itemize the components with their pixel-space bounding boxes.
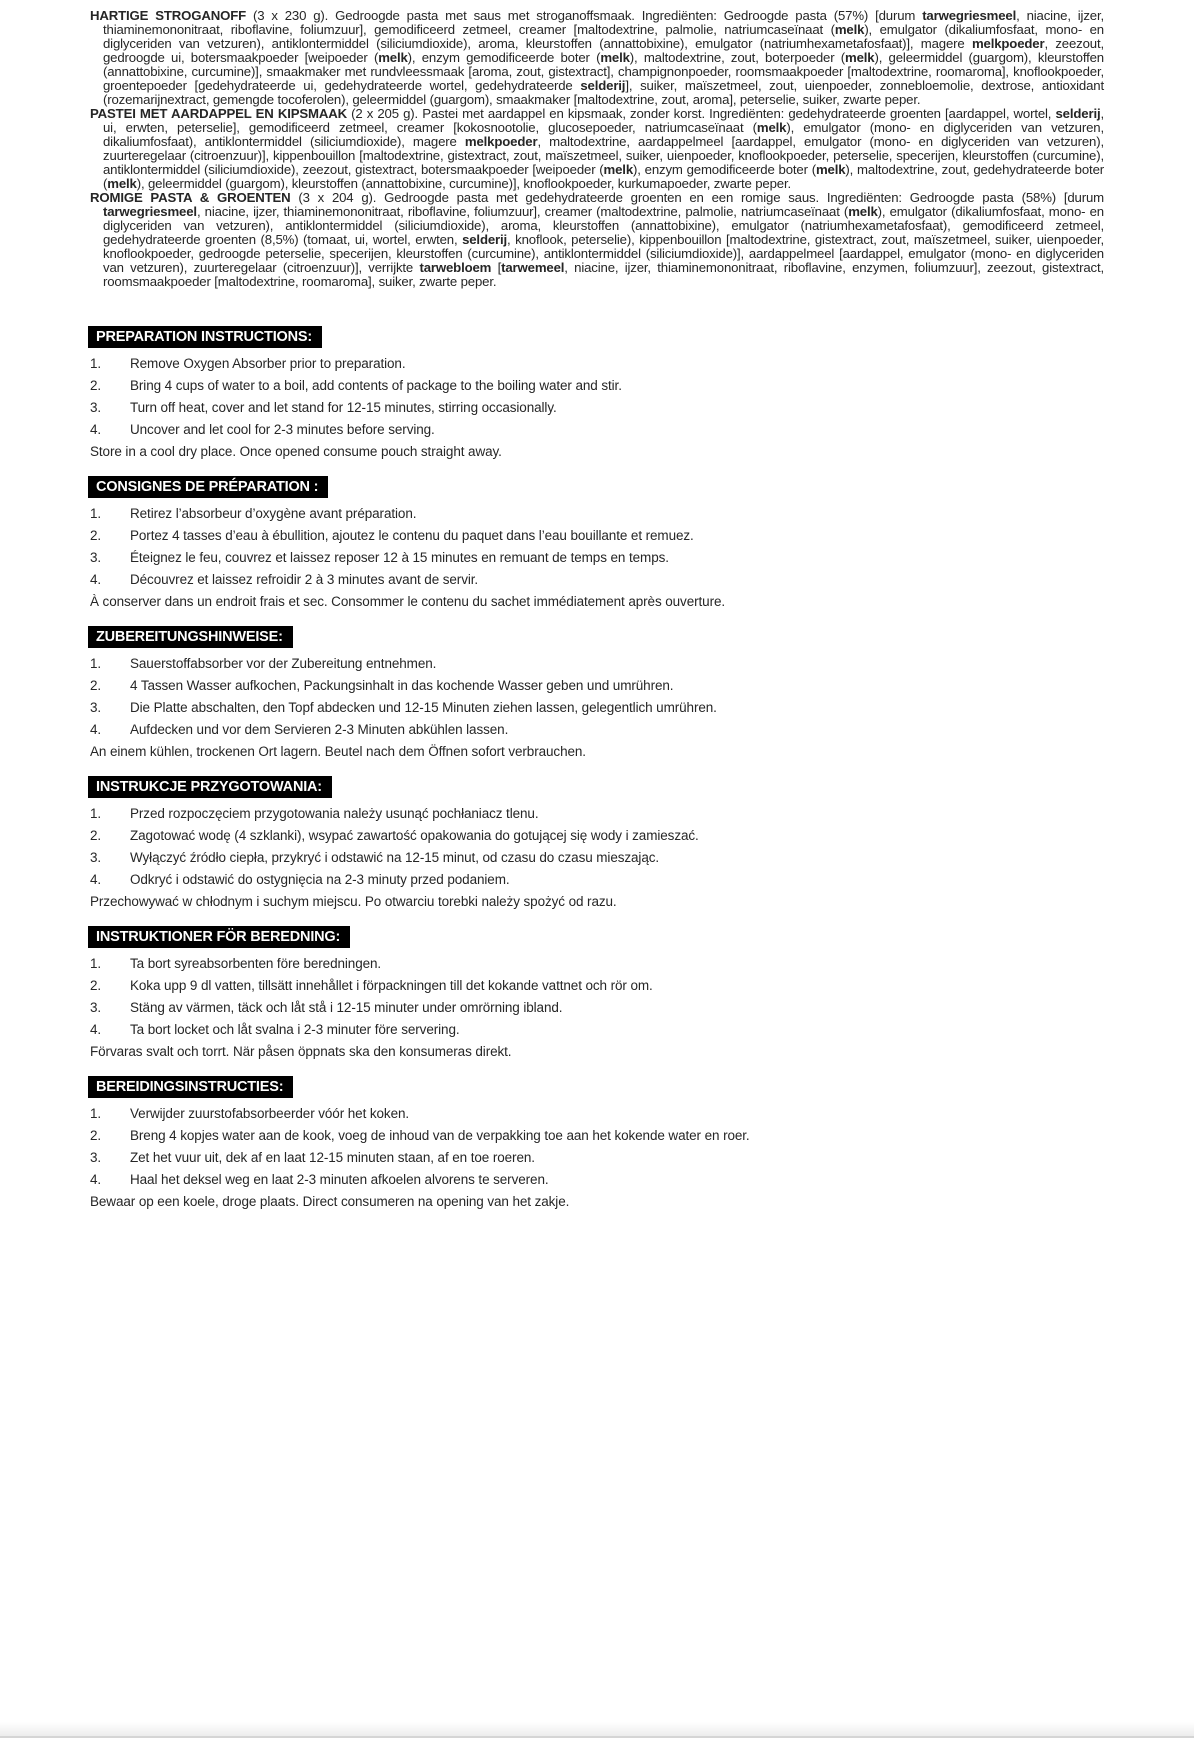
step-number: 4. (90, 722, 102, 737)
step-text: Remove Oxygen Absorber prior to preparation. (130, 356, 406, 371)
step-number: 3. (90, 400, 102, 415)
ingredient-text: [ (491, 260, 502, 275)
allergen-bold-text: PASTEI MET AARDAPPEL EN KIPSMAAK (90, 106, 347, 121)
ingredient-text: ), enzym gemodificeerde boter ( (633, 162, 816, 177)
step-number: 3. (90, 550, 102, 565)
instruction-step (90, 719, 1104, 741)
step-text: Haal het deksel weg en laat 2-3 minuten afkoelen alvorens te serveren. (130, 1172, 549, 1187)
allergen-bold-text: ROMIGE PASTA & GROENTEN (90, 190, 291, 205)
instructions-section-polish (90, 776, 1104, 913)
instruction-step (90, 653, 1104, 675)
instruction-step (90, 525, 1104, 547)
step-text: Uncover and let cool for 2-3 minutes before serving. (130, 422, 435, 437)
instruction-steps (90, 1103, 1104, 1191)
allergen-bold-text: melk (756, 120, 787, 135)
step-number: 2. (90, 978, 102, 993)
step-text: Breng 4 kopjes water aan de kook, voeg de inhoud van de verpakking toe aan het kokende water en roer. (130, 1128, 750, 1143)
instruction-step (90, 1125, 1104, 1147)
instruction-step (90, 1169, 1104, 1191)
ingredient-text: ), enzym gemodificeerde boter ( (407, 50, 601, 65)
step-number: 3. (90, 1150, 102, 1165)
step-text: Przed rozpoczęciem przygotowania należy usunąć pochłaniacz tlenu. (130, 806, 539, 821)
ingredient-text: (2 x 205 g). Pastei met aardappel en kipsmaak, zonder korst. Ingrediënten: gedehydrateerde groenten [aardappel, wortel, (346, 106, 1056, 121)
ingredient-text: ), emulgator (mono- en diglyceriden van vetzuren, dikaliumfosfaat), antiklontermiddel (siliciumdioxide), magere (103, 120, 1104, 149)
step-text: Verwijder zuurstofabsorbeerder vóór het koken. (130, 1106, 410, 1121)
instruction-step (90, 569, 1104, 591)
instruction-step (90, 1103, 1104, 1125)
section-heading-badge: ZUBEREITUNGSHINWEISE: (88, 626, 293, 648)
step-text: Aufdecken und vor dem Servieren 2-3 Minuten abkühlen lassen. (130, 722, 509, 737)
step-text: Zet het vuur uit, dek af en laat 12-15 minuten staan, af en toe roeren. (130, 1150, 535, 1165)
step-number: 1. (90, 956, 102, 971)
step-number: 1. (90, 1106, 102, 1121)
step-text: Koka upp 9 dl vatten, tillsätt innehållet i förpackningen till det kokande vattnet och rör om. (130, 978, 653, 993)
instruction-step (90, 953, 1104, 975)
instruction-step (90, 375, 1104, 397)
step-number: 4. (90, 1172, 102, 1187)
storage-note: Förvaras svalt och torrt. När påsen öppnats ska den konsumeras direkt. (90, 1044, 512, 1059)
step-text: Turn off heat, cover and let stand for 12-15 minutes, stirring occasionally. (130, 400, 557, 415)
step-number: 3. (90, 700, 102, 715)
allergen-bold-text: melk (603, 162, 634, 177)
allergen-bold-text: tarwegriesmeel (922, 8, 1017, 23)
step-number: 4. (90, 872, 102, 887)
ingredient-text: (3 x 230 g). Gedroogde pasta met saus met stroganoffsmaak. Ingrediënten: Gedroogde pasta (57%) [durum (246, 8, 923, 23)
allergen-bold-text: selderij (580, 78, 626, 93)
ingredient-text: , niacine, ijzer, thiaminemononitraat, riboflavine, foliumzuur], gemodificeerd zetmeel, creamer [maltodextrine, palmolie, natriumcaseïnaat ( (103, 8, 1104, 37)
ingredient-text: ], suiker, maïszetmeel, zout, uienpoeder, zonnebloemolie, dextrose, antioxidant (rozemarijnextract, gemengde tocoferolen), geleermiddel (guargom), smaakmaker [maltodextrine, zout, aroma], peterselie, suiker, zwarte peper. (103, 78, 1104, 107)
storage-note: À conserver dans un endroit frais et sec. Consommer le contenu du sachet immédiatement après ouverture. (90, 594, 726, 609)
step-text: Stäng av värmen, täck och låt stå i 12-15 minuter under omrörning ibland. (130, 1000, 563, 1015)
step-text: Éteignez le feu, couvrez et laissez reposer 12 à 15 minutes en remuant de temps en temps. (130, 550, 669, 565)
step-text: Découvrez et laissez refroidir 2 à 3 minutes avant de servir. (130, 572, 479, 587)
instruction-step (90, 825, 1104, 847)
allergen-bold-text: melk (378, 50, 408, 65)
ingredient-text: ), geleermiddel (guargom), kleurstoffen (annattobixine, curcumine)], knoflookpoeder, kurkumapoeder, zwarte peper. (136, 176, 791, 191)
instructions-section-french (90, 476, 1104, 613)
storage-note: Bewaar op een koele, droge plaats. Direct consumeren na opening van het zakje. (90, 1194, 570, 1209)
step-number: 4. (90, 422, 102, 437)
instruction-step (90, 503, 1104, 525)
step-number: 2. (90, 528, 102, 543)
allergen-bold-text: melkpoeder (971, 36, 1045, 51)
storage-note: Przechowywać w chłodnym i suchym miejscu. Po otwarciu torebki należy spożyć od razu. (90, 894, 617, 909)
instruction-step (90, 697, 1104, 719)
step-text: Ta bort syreabsorbenten före beredningen. (130, 956, 382, 971)
instruction-steps (90, 803, 1104, 891)
ingredient-text: ), emulgator (dikaliumfosfaat, mono- en diglyceriden van vetzuren), antiklontermiddel (siliciumdioxide), aroma, kleurstoffen (annattobixine), emulgator (natriumhexametafosfaat), gemodificeerd zetmeel, gedehydrateerde groenten (8,5%) (tomaat, ui, wortel, erwten, (103, 204, 1104, 247)
allergen-bold-text: melk (107, 176, 137, 191)
step-number: 3. (90, 850, 102, 865)
section-heading-badge: BEREIDINGSINSTRUCTIES: (88, 1076, 293, 1098)
step-number: 4. (90, 1022, 102, 1037)
instructions-section-dutch (90, 1076, 1104, 1213)
ingredient-text: , ui, erwten, peterselie], gemodificeerd zetmeel, creamer [kokosnootolie, glucosepoeder, natriumcaseïnaat ( (103, 106, 1104, 135)
instruction-steps (90, 653, 1104, 741)
step-text: Ta bort locket och låt svalna i 2-3 minuter före servering. (130, 1022, 460, 1037)
instruction-step (90, 1147, 1104, 1169)
storage-note: An einem kühlen, trockenen Ort lagern. Beutel nach dem Öffnen sofort verbrauchen. (90, 744, 586, 759)
step-number: 2. (90, 378, 102, 393)
step-number: 2. (90, 678, 102, 693)
ingredient-text: , zeezout, gedroogde ui, botersmaakpoeder [weipoeder ( (103, 36, 1104, 65)
ingredient-text: , niacine, ijzer, thiaminemononitraat, riboflavine, enzymen, foliumzuur], zeezout, gistextract, roomsmaakpoeder [maltodextrine, roomaroma], suiker, zwarte peper. (103, 260, 1105, 289)
section-heading-badge: INSTRUKCJE PRZYGOTOWANIA: (88, 776, 332, 798)
ingredient-text: , niacine, ijzer, thiaminemononitraat, riboflavine, foliumzuur], creamer (maltodextrine, palmolie, natriumcaseïnaat ( (196, 204, 849, 219)
ingredient-text: ), maltodextrine, zout, boterpoeder ( (629, 50, 846, 65)
instruction-step (90, 675, 1104, 697)
allergen-bold-text: selderij (462, 232, 508, 247)
allergen-bold-text: tarwebloem (419, 260, 492, 275)
step-number: 1. (90, 506, 102, 521)
allergen-bold-text: melk (815, 162, 846, 177)
section-heading-badge: INSTRUKTIONER FÖR BEREDNING: (88, 926, 350, 948)
allergen-bold-text: selderij (1055, 106, 1101, 121)
instruction-step (90, 1019, 1104, 1041)
ingredient-text: ), maltodextrine, zout, gedehydrateerde boter ( (103, 162, 1104, 191)
step-number: 3. (90, 1000, 102, 1015)
instruction-step (90, 397, 1104, 419)
step-text: Wyłączyć źródło ciepła, przykryć i odstawić na 12-15 minut, od czasu do czasu mieszając. (130, 850, 660, 865)
instruction-step (90, 547, 1104, 569)
allergen-bold-text: melkpoeder (464, 134, 538, 149)
ingredient-text: , knoflook, peterselie), kippenbouillon [maltodextrine, gistextract, zout, maïszetmeel, suiker, uienpoeder, knoflookpoeder, gedroogde peterselie, specerijen, kleurstoffen (curcumine), antiklontermiddel (siliciumdioxide)], aardappelmeel [aardappel, emulgator (mono- en diglyceriden van vetzuren), zuurteregelaar (citroenzuur)], verrijkte (103, 232, 1104, 275)
step-text: Sauerstoffabsorber vor der Zubereitung entnehmen. (130, 656, 437, 671)
instruction-steps (90, 953, 1104, 1041)
ingredient-text: (3 x 204 g). Gedroogde pasta met gedehydrateerde groenten en een romige saus. Ingrediënten: Gedroogde pasta (58%) [durum (290, 190, 1105, 205)
allergen-bold-text: melk (845, 50, 875, 65)
step-number: 1. (90, 806, 102, 821)
ingredients-paragraph-hartige-stroganoff (90, 9, 1104, 107)
allergen-bold-text: melk (834, 22, 865, 37)
section-heading-badge: CONSIGNES DE PRÉPARATION : (88, 476, 328, 498)
allergen-bold-text: tarwegriesmeel (103, 204, 197, 219)
step-text: Retirez l’absorbeur d’oxygène avant préparation. (130, 506, 417, 521)
allergen-bold-text: HARTIGE STROGANOFF (90, 8, 247, 23)
section-heading-badge: PREPARATION INSTRUCTIONS: (88, 326, 322, 348)
allergen-bold-text: tarwemeel (501, 260, 565, 275)
instruction-step (90, 869, 1104, 891)
step-number: 4. (90, 572, 102, 587)
instruction-step (90, 803, 1104, 825)
instruction-step (90, 975, 1104, 997)
allergen-bold-text: melk (848, 204, 878, 219)
ingredient-text: ), geleermiddel (guargom), kleurstoffen (annattobixine, curcumine)], smaakmaker met rundvleessmaak [aroma, zout, gistextract], champignonpoeder, roomsmaakpoeder [maltodextrine, roomaroma], knoflookpoeder, groentepoeder [gedehydrateerde ui, gedehydrateerde wortel, gedehydrateerde (103, 50, 1104, 93)
instructions-section-english (90, 326, 1104, 463)
step-text: Die Platte abschalten, den Topf abdecken und 12-15 Minuten ziehen lassen, gelegentlich umrühren. (130, 700, 717, 715)
step-number: 1. (90, 356, 102, 371)
instructions-section-german (90, 626, 1104, 763)
ingredients-paragraph-pastei-aardappel-kip (90, 107, 1104, 191)
step-text: Bring 4 cups of water to a boil, add contents of package to the boiling water and stir. (130, 378, 622, 393)
step-text: Portez 4 tasses d’eau à ébullition, ajoutez le contenu du paquet dans l’eau bouillante et remuez. (130, 528, 694, 543)
instruction-step (90, 847, 1104, 869)
step-number: 1. (90, 656, 102, 671)
instruction-sections (90, 326, 1104, 1213)
instruction-steps (90, 353, 1104, 441)
step-text: 4 Tassen Wasser aufkochen, Packungsinhalt in das kochende Wasser geben und umrühren. (130, 678, 674, 693)
allergen-bold-text: melk (600, 50, 630, 65)
ingredients-paragraph-romige-pasta-groenten (90, 191, 1104, 289)
instruction-step (90, 997, 1104, 1019)
instruction-step (90, 419, 1104, 441)
step-number: 2. (90, 828, 102, 843)
storage-note: Store in a cool dry place. Once opened consume pouch straight away. (90, 444, 502, 459)
step-text: Odkryć i odstawić do ostygnięcia na 2-3 minuty przed podaniem. (130, 872, 510, 887)
step-number: 2. (90, 1128, 102, 1143)
instructions-section-swedish (90, 926, 1104, 1063)
instruction-step (90, 353, 1104, 375)
step-text: Zagotować wodę (4 szklanki), wsypać zawartość opakowania do gotującej się wody i zamieszać. (130, 828, 699, 843)
instruction-steps (90, 503, 1104, 591)
ingredient-text: , maltodextrine, aardappelmeel [aardappel, emulgator (mono- en diglyceriden van vetzuren), zuurteregelaar (citroenzuur)], kippenbouillon [maltodextrine, gistextract, zout, maïszetmeel, suiker, uienpoeder, knoflookpoeder, peterselie, specerijen, kleurstoffen (curcumine), antiklontermiddel (siliciumdioxide), zeezout, gistextract, botersmaakpoeder [weipoeder ( (103, 134, 1104, 177)
ingredient-text: ), emulgator (dikaliumfosfaat, mono- en diglyceriden van vetzuren), antiklontermiddel (siliciumdioxide), aroma, kleurstoffen (annattobixine), emulgator (natriumhexametafosfaat)], magere (103, 22, 1104, 51)
